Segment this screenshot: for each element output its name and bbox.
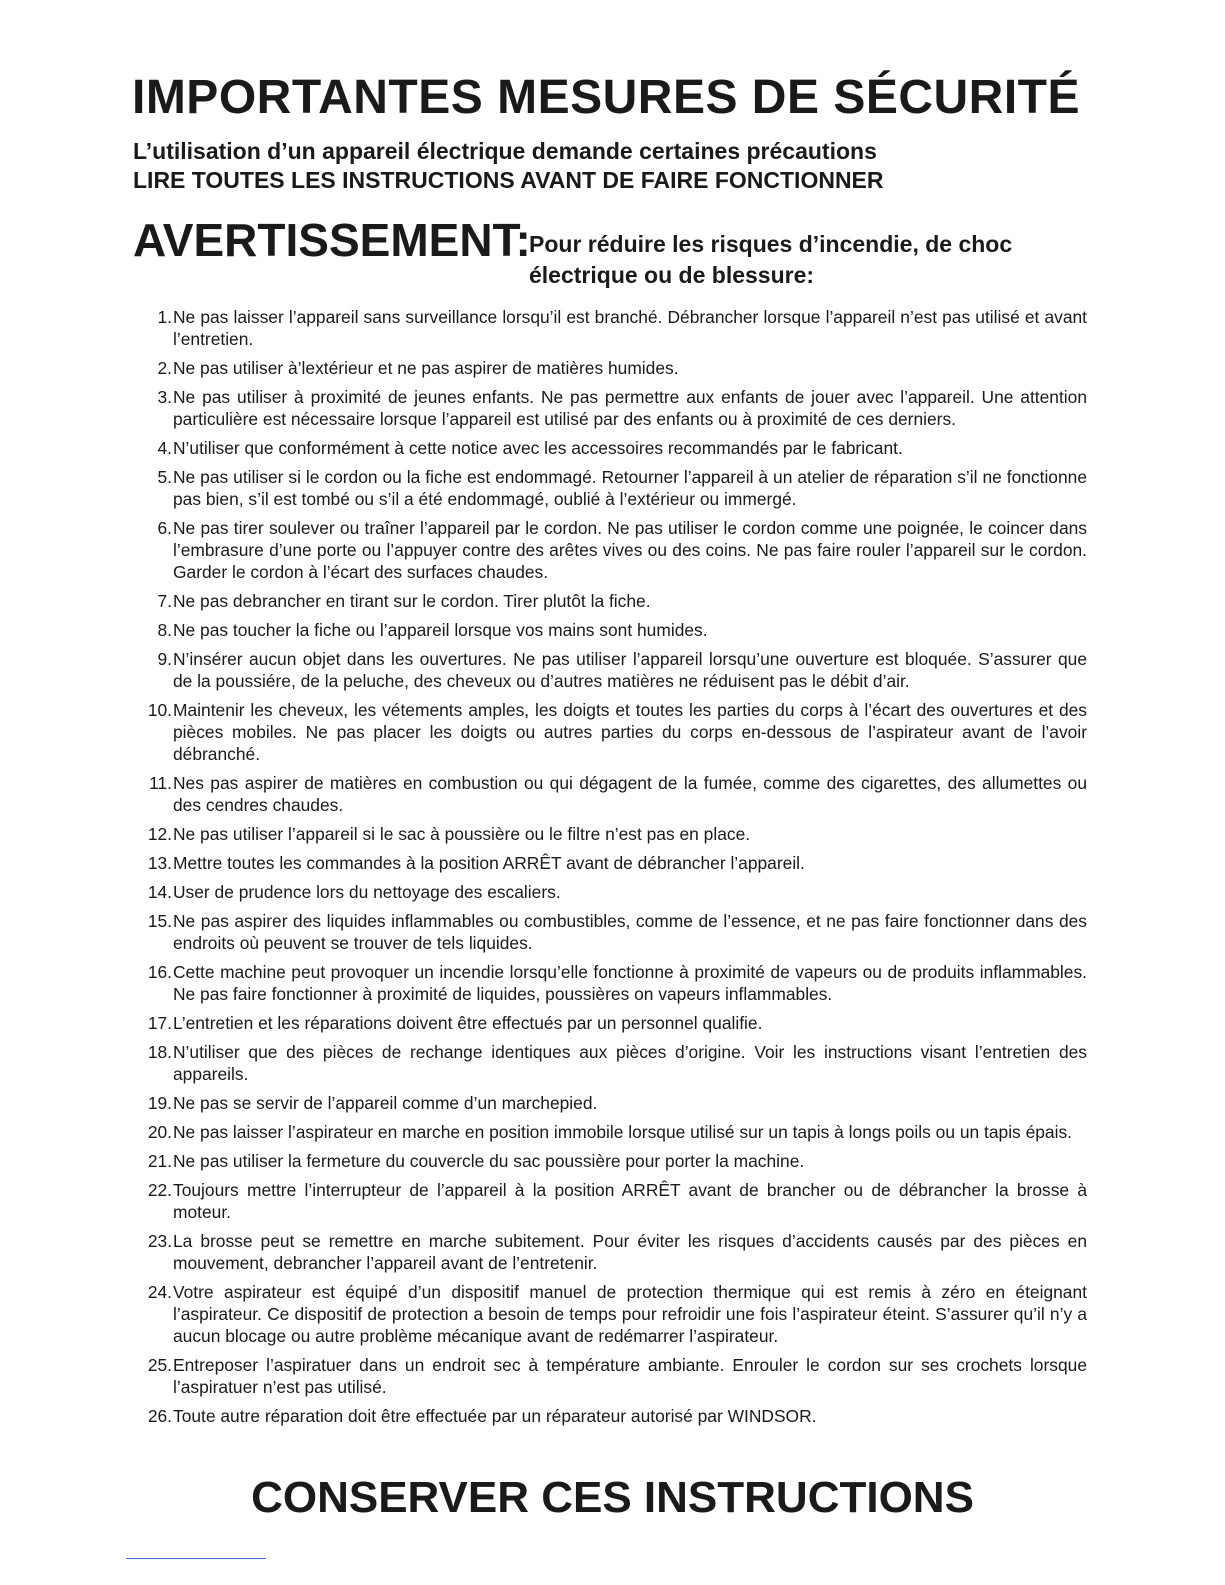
rule-number xyxy=(130,517,172,583)
rule-number xyxy=(130,1354,172,1398)
page-title: IMPORTANTES MESURES DE SÉCURITÉ xyxy=(131,71,1081,124)
rule-item xyxy=(130,910,1087,954)
rule-number-text: 16. xyxy=(147,962,172,982)
rule-number-text: 26. xyxy=(147,1406,172,1426)
rule-number xyxy=(130,1281,172,1347)
rule-item xyxy=(130,619,1087,641)
rule-text: Ne pas laisser l’appareil sans surveillance lorsqu’il est branché. Débrancher lorsque l’appareil n’est pas utilisé et avant l’entretien. xyxy=(173,307,1087,349)
rule-number-text: 7. xyxy=(157,591,172,611)
rule-text: Ne pas tirer soulever ou traîner l’appareil par le cordon. Ne pas utiliser le cordon comme une poignée, le coincer dans l’embrasure d’une porte ou l’appuyer contre des arêtes vives ou des coins. Ne pas faire rouler l’appareil sur le cordon. Garder le cordon à l’écart des surfaces chaudes. xyxy=(173,518,1087,582)
rule-item xyxy=(130,386,1087,430)
rule-number xyxy=(130,1041,172,1085)
rule-item xyxy=(130,306,1087,350)
rule-number-text: 15. xyxy=(147,911,172,931)
rule-text: Ne pas utiliser la fermeture du couvercle du sac poussière pour porter la machine. xyxy=(173,1151,805,1171)
rule-item xyxy=(130,1281,1087,1347)
footer-title: CONSERVER CES INSTRUCTIONS xyxy=(251,1473,974,1522)
rule-number xyxy=(130,1179,172,1223)
subheader-line-2: LIRE TOUTES LES INSTRUCTIONS AVANT DE FAIRE FONCTIONNER xyxy=(133,167,884,193)
rule-number-text: 18. xyxy=(147,1042,172,1062)
rule-text: Toujours mettre l’interrupteur de l’appareil à la position ARRÊT avant de brancher ou de débrancher la brosse à moteur. xyxy=(173,1180,1087,1222)
rule-text: Ne pas utiliser à’lextérieur et ne pas aspirer de matières humides. xyxy=(173,358,679,378)
rule-text: Ne pas aspirer des liquides inflammables ou combustibles, comme de l’essence, et ne pas faire fonctionner dans des endroits où peuvent se trouver de tels liquides. xyxy=(173,911,1087,953)
rule-number-text: 13. xyxy=(147,853,172,873)
rule-text: N’utiliser que conformément à cette notice avec les accessoires recommandés par le fabricant. xyxy=(173,438,903,458)
rule-item xyxy=(130,1121,1087,1143)
rule-number-text: 10. xyxy=(147,700,172,720)
rule-item xyxy=(130,648,1087,692)
rule-item xyxy=(130,852,1087,874)
rule-number-text: 24. xyxy=(147,1282,172,1302)
rule-number xyxy=(130,852,172,874)
rule-number-text: 11. xyxy=(149,773,172,793)
rule-item xyxy=(130,881,1087,903)
rule-item xyxy=(130,437,1087,459)
rule-text: Votre aspirateur est équipé d’un dispositif manuel de protection thermique qui est remis à zéro en éteignant l’aspirateur. Ce dispositif de protection a besoin de temps pour refroidir une fois l’aspirateur éteint. S’assurer qu’il n’y a aucun blocage ou autre problème mécanique avant de redémarrer l’aspirateur. xyxy=(173,1282,1087,1346)
rule-number-text: 19. xyxy=(147,1093,172,1113)
rule-number-text: 20. xyxy=(147,1122,172,1142)
rule-number xyxy=(130,386,172,430)
rule-text: Ne pas utiliser l’appareil si le sac à poussière ou le filtre n’est pas en place. xyxy=(173,824,751,844)
rule-number-text: 5. xyxy=(157,467,172,487)
rule-text: User de prudence lors du nettoyage des escaliers. xyxy=(173,882,561,902)
rule-text: Entreposer l’aspiratuer dans un endroit sec à température ambiante. Enrouler le cordon sur ses crochets lorsque l’aspiratuer n’est pas utilisé. xyxy=(173,1355,1087,1397)
rule-text: Toute autre réparation doit être effectuée par un réparateur autorisé par WINDSOR. xyxy=(173,1406,817,1426)
rule-number-text: 21. xyxy=(147,1151,172,1171)
rule-text: Ne pas utiliser si le cordon ou la fiche est endommagé. Retourner l’appareil à un atelier de réparation s’il ne fonctionne pas bien, s’il est tombé ou s’il a été endommagé, oublié à l’extérieur ou immergé. xyxy=(173,467,1087,509)
rule-item xyxy=(130,517,1087,583)
rule-number xyxy=(130,590,172,612)
rule-number xyxy=(130,306,172,350)
rule-text: Ne pas debrancher en tirant sur le cordon. Tirer plutôt la fiche. xyxy=(173,591,651,611)
rule-text: Maintenir les cheveux, les vétements amples, les doigts et toutes les parties du corps à l’écart des ouvertures et des pièces mobiles. Ne pas placer les doigts ou autres parties du corps en-dessous de l’aspirateur avant de l’avoir débranché. xyxy=(173,700,1087,764)
rule-item xyxy=(130,1354,1087,1398)
rule-number xyxy=(130,1121,172,1143)
rule-item xyxy=(130,1150,1087,1172)
rule-text: Nes pas aspirer de matières en combustion ou qui dégagent de la fumée, comme des cigarettes, des allumettes ou des cendres chaudes. xyxy=(173,773,1087,815)
rule-number xyxy=(130,357,172,379)
rule-item xyxy=(130,466,1087,510)
rule-number-text: 2. xyxy=(157,358,172,378)
rule-number-text: 12. xyxy=(147,824,172,844)
rule-number xyxy=(130,910,172,954)
rule-text: Mettre toutes les commandes à la position ARRÊT avant de débrancher l’appareil. xyxy=(173,853,805,873)
rule-number xyxy=(130,619,172,641)
warning-label: AVERTISSEMENT: xyxy=(133,214,531,266)
safety-rules-list xyxy=(130,306,1087,1434)
rule-number-text: 14. xyxy=(147,882,172,902)
rule-number-text: 3. xyxy=(157,387,172,407)
rule-number xyxy=(130,437,172,459)
rule-number-text: 17. xyxy=(147,1013,172,1033)
rule-number xyxy=(130,1092,172,1114)
rule-number-text: 4. xyxy=(157,438,172,458)
rule-item xyxy=(130,1405,1087,1427)
rule-item xyxy=(130,1041,1087,1085)
rule-text: Cette machine peut provoquer un incendie lorsqu’elle fonctionne à proximité de vapeurs ou de produits inflammables. Ne pas faire fonctionner à proximité de liquides, poussières on vapeurs inflammables. xyxy=(173,962,1087,1004)
subheader xyxy=(133,137,884,195)
rule-number xyxy=(130,823,172,845)
rule-number xyxy=(130,1405,172,1427)
rule-number-text: 22. xyxy=(147,1180,172,1200)
rule-number-text: 9. xyxy=(157,649,172,669)
rule-number-text: 6. xyxy=(157,518,172,538)
rule-number-text: 25. xyxy=(147,1355,172,1375)
rule-number xyxy=(130,961,172,1005)
warning-text: Pour réduire les risques d’incendie, de choc électrique ou de blessure: xyxy=(529,231,1013,288)
rule-number xyxy=(130,466,172,510)
subheader-line-1: L’utilisation d’un appareil électrique demande certaines précautions xyxy=(133,138,877,164)
rule-number-text: 1. xyxy=(157,307,172,327)
rule-item xyxy=(130,1230,1087,1274)
rule-number xyxy=(130,699,172,765)
rule-text: Ne pas toucher la fiche ou l’appareil lorsque vos mains sont humides. xyxy=(173,620,708,640)
rule-item xyxy=(130,590,1087,612)
rule-text: Ne pas se servir de l’appareil comme d’un marchepied. xyxy=(173,1093,598,1113)
rule-number-text: 23. xyxy=(147,1231,172,1251)
rule-text: N’insérer aucun objet dans les ouvertures. Ne pas utiliser l’appareil lorsqu’une ouverture est bloquée. S’assurer que de la poussiére, de la peluche, des cheveux ou d’autres matières ne réduisent pas le débit d’air. xyxy=(173,649,1087,691)
rule-item xyxy=(130,1092,1087,1114)
rule-number xyxy=(130,881,172,903)
rule-number xyxy=(130,648,172,692)
rule-number xyxy=(130,1012,172,1034)
footer-divider xyxy=(126,1558,266,1559)
rule-number-text: 8. xyxy=(157,620,172,640)
rule-item xyxy=(130,961,1087,1005)
rule-text: Ne pas utiliser à proximité de jeunes enfants. Ne pas permettre aux enfants de jouer avec l’appareil. Une attention particulière est nécessaire lorsque l’appareil est utilisé par des enfants ou à proximité de ces derniers. xyxy=(173,387,1087,429)
rule-number xyxy=(130,772,172,816)
rule-item xyxy=(130,1012,1087,1034)
rule-number xyxy=(130,1150,172,1172)
rule-item xyxy=(130,823,1087,845)
rule-text: La brosse peut se remettre en marche subitement. Pour éviter les risques d’accidents causés par des pièces en mouvement, debrancher l’appareil avant de l’entretenir. xyxy=(173,1231,1087,1273)
rule-number xyxy=(130,1230,172,1274)
rule-text: Ne pas laisser l’aspirateur en marche en position immobile lorsque utilisé sur un tapis à longs poils ou un tapis épais. xyxy=(173,1122,1072,1142)
rule-item xyxy=(130,357,1087,379)
rule-text: N’utiliser que des pièces de rechange identiques aux pièces d’origine. Voir les instructions visant l’entretien des appareils. xyxy=(173,1042,1087,1084)
rule-item xyxy=(130,1179,1087,1223)
rule-item xyxy=(130,772,1087,816)
rule-item xyxy=(130,699,1087,765)
rule-text: L’entretien et les réparations doivent être effectués par un personnel qualifie. xyxy=(173,1013,763,1033)
